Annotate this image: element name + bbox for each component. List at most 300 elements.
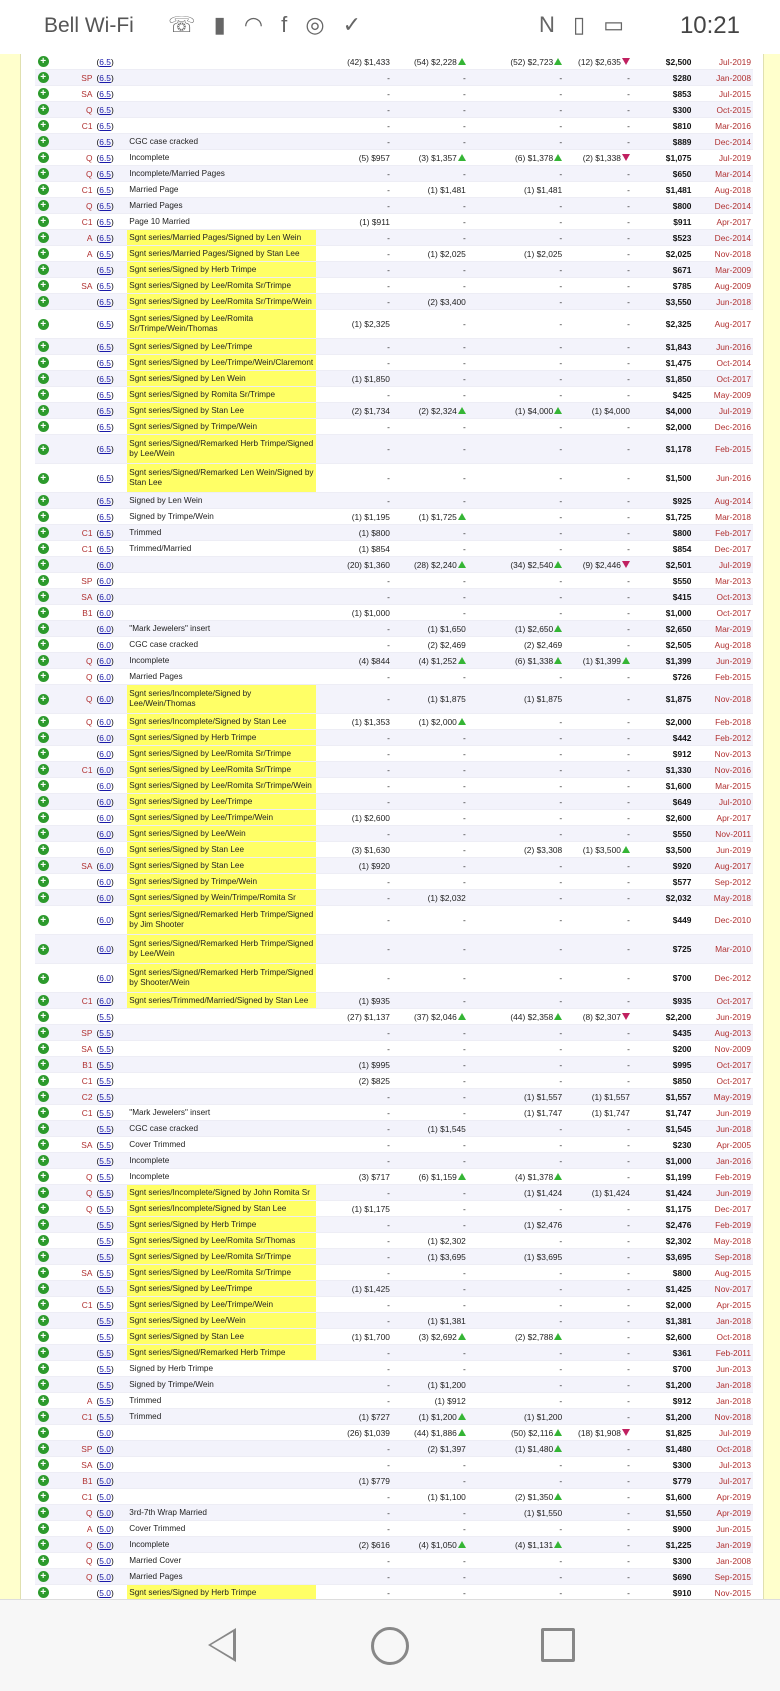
qualifier-cell xyxy=(51,1217,94,1233)
qualifier-cell xyxy=(51,134,94,150)
add-to-collection-icon[interactable]: + xyxy=(38,1155,49,1166)
qualifier-cell xyxy=(51,746,94,762)
price-value: (4) $1,378 xyxy=(515,1171,554,1182)
price-value: (1) $1,725 xyxy=(418,511,457,522)
grade-link[interactable]: 5.5 xyxy=(99,1315,111,1326)
add-to-collection-icon[interactable]: + xyxy=(38,1283,49,1294)
qualifier-cell: B1 xyxy=(51,605,94,621)
grade-link[interactable]: 5.5 xyxy=(99,1219,111,1230)
grade-link[interactable]: 5.5 xyxy=(99,1155,111,1166)
add-to-collection-icon[interactable]: + xyxy=(38,607,49,618)
add-to-collection-icon[interactable]: + xyxy=(38,1251,49,1262)
grade-link[interactable]: 6.5 xyxy=(99,136,111,147)
grade-link[interactable]: 6.5 xyxy=(99,248,111,259)
add-to-collection-icon[interactable]: + xyxy=(38,543,49,554)
add-to-collection-icon[interactable]: + xyxy=(38,280,49,291)
add-to-collection-icon[interactable]: + xyxy=(38,591,49,602)
add-to-collection-icon[interactable]: + xyxy=(38,120,49,131)
grade-link[interactable]: 5.5 xyxy=(99,1123,111,1134)
add-to-collection-icon[interactable]: + xyxy=(38,860,49,871)
add-to-collection-icon[interactable]: + xyxy=(38,1571,49,1582)
trend-down-icon xyxy=(622,561,630,568)
sales-period-3-cell xyxy=(468,70,564,86)
add-to-collection-icon[interactable]: + xyxy=(38,341,49,352)
grade-cell: (5.5) xyxy=(94,1009,127,1025)
add-to-collection-icon[interactable]: + xyxy=(38,1539,49,1550)
grade-cell: (5.0) xyxy=(94,1425,127,1441)
trend-up-icon xyxy=(458,1013,466,1020)
grade-link[interactable]: 5.5 xyxy=(99,1139,111,1150)
grade-link[interactable]: 5.5 xyxy=(99,1251,111,1262)
add-to-collection-icon[interactable]: + xyxy=(38,876,49,887)
recents-icon[interactable] xyxy=(541,1628,575,1662)
add-cell xyxy=(35,435,51,464)
grade-link[interactable]: 5.5 xyxy=(99,1235,111,1246)
grade-link[interactable]: 5.5 xyxy=(99,1395,111,1406)
add-to-collection-icon[interactable]: + xyxy=(38,264,49,275)
add-to-collection-icon[interactable]: + xyxy=(38,373,49,384)
grade-link[interactable]: 6.0 xyxy=(99,591,111,602)
add-to-collection-icon[interactable]: + xyxy=(38,248,49,259)
grade-link[interactable]: 6.0 xyxy=(99,995,111,1006)
trend-up-icon xyxy=(458,561,466,568)
sales-period-4-cell xyxy=(564,826,632,842)
price-value: - xyxy=(559,748,563,759)
add-to-collection-icon[interactable]: + xyxy=(38,1443,49,1454)
grade-link[interactable]: 5.0 xyxy=(99,1523,111,1534)
sales-period-1-cell xyxy=(316,464,392,493)
price-value: - xyxy=(627,812,630,823)
last-sale-date-cell: Jul-2019 xyxy=(693,557,753,573)
add-to-collection-icon[interactable]: + xyxy=(38,1555,49,1566)
grade-link[interactable]: 6.5 xyxy=(99,473,111,483)
last-sale-date-cell: Nov-2017 xyxy=(693,1281,753,1297)
grade-link[interactable]: 6.0 xyxy=(99,607,111,618)
sales-period-1-cell xyxy=(316,403,392,419)
last-sale-date-cell: Aug-2015 xyxy=(693,1265,753,1281)
grade-link[interactable]: 6.5 xyxy=(99,264,111,275)
grade-link[interactable]: 6.5 xyxy=(99,200,111,211)
add-to-collection-icon[interactable]: + xyxy=(38,1187,49,1198)
sales-period-4-cell xyxy=(564,1233,632,1249)
grade-link[interactable]: 6.5 xyxy=(99,152,111,163)
price-value: - xyxy=(387,671,390,682)
price-value: (1) $2,325 xyxy=(351,319,390,329)
grade-cell: (5.5) xyxy=(94,1201,127,1217)
grade-link[interactable]: 6.5 xyxy=(99,56,111,67)
grade-link[interactable]: 6.0 xyxy=(99,694,111,704)
grade-link[interactable]: 5.5 xyxy=(99,1059,111,1070)
price-value: - xyxy=(387,1395,390,1406)
grade-link[interactable]: 5.0 xyxy=(99,1507,111,1518)
add-to-collection-icon[interactable]: + xyxy=(38,184,49,195)
sales-period-4-cell xyxy=(564,387,632,403)
grade-link[interactable]: 5.5 xyxy=(99,1043,111,1054)
table-row xyxy=(35,605,753,621)
add-to-collection-icon[interactable]: + xyxy=(38,1587,49,1598)
home-icon[interactable] xyxy=(371,1627,409,1665)
grade-link[interactable]: 5.5 xyxy=(99,1187,111,1198)
sales-period-4-cell xyxy=(564,493,632,509)
sales-period-1-cell xyxy=(316,1057,392,1073)
grade-link[interactable]: 5.5 xyxy=(99,1107,111,1118)
sales-period-2-cell xyxy=(392,278,468,294)
add-to-collection-icon[interactable]: + xyxy=(38,152,49,163)
price-value: - xyxy=(387,1555,390,1566)
last-sale-date-cell: Nov-2016 xyxy=(693,762,753,778)
grade-link[interactable]: 6.0 xyxy=(99,748,111,759)
grade-link[interactable]: 6.5 xyxy=(99,72,111,83)
sales-period-2-cell xyxy=(392,685,468,714)
last-sale-date-cell: Feb-2019 xyxy=(693,1169,753,1185)
sales-period-4-cell xyxy=(564,339,632,355)
add-cell xyxy=(35,1553,51,1569)
qualifier-cell: SP xyxy=(51,573,94,589)
grade-link[interactable]: 6.5 xyxy=(99,543,111,554)
add-to-collection-icon[interactable]: + xyxy=(38,1315,49,1326)
grade-link[interactable]: 5.5 xyxy=(99,1091,111,1102)
sales-period-3-cell xyxy=(468,278,564,294)
notes-cell: Sgnt series/Signed by Lee/Romita Sr/Trimpe xyxy=(127,746,316,762)
add-to-collection-icon[interactable]: + xyxy=(38,1267,49,1278)
grade-link[interactable]: 6.5 xyxy=(99,389,111,400)
grade-link[interactable]: 5.0 xyxy=(99,1587,111,1598)
add-to-collection-icon[interactable]: + xyxy=(38,892,49,903)
add-to-collection-icon[interactable]: + xyxy=(38,527,49,538)
add-to-collection-icon[interactable]: + xyxy=(38,915,49,926)
sales-period-1-cell xyxy=(316,637,392,653)
grade-link[interactable]: 5.5 xyxy=(99,1027,111,1038)
trend-up-icon xyxy=(554,154,562,161)
add-to-collection-icon[interactable]: + xyxy=(38,944,49,955)
add-to-collection-icon[interactable]: + xyxy=(38,511,49,522)
grade-link[interactable]: 6.0 xyxy=(99,559,111,570)
grade-link[interactable]: 5.5 xyxy=(99,1411,111,1422)
grade-link[interactable]: 6.5 xyxy=(99,373,111,384)
grade-link[interactable]: 6.5 xyxy=(99,495,111,506)
grade-link[interactable]: 6.5 xyxy=(99,168,111,179)
sales-period-2-cell xyxy=(392,1313,468,1329)
add-to-collection-icon[interactable]: + xyxy=(38,389,49,400)
grade-link[interactable]: 6.5 xyxy=(99,527,111,538)
grade-link[interactable]: 6.5 xyxy=(99,216,111,227)
sales-period-4-cell xyxy=(564,1553,632,1569)
grade-link[interactable]: 5.5 xyxy=(99,1267,111,1278)
add-to-collection-icon[interactable]: + xyxy=(38,732,49,743)
grade-link[interactable]: 6.0 xyxy=(99,732,111,743)
grade-link[interactable]: 6.5 xyxy=(99,232,111,243)
grade-link[interactable]: 5.5 xyxy=(99,1379,111,1390)
add-to-collection-icon[interactable]: + xyxy=(38,1331,49,1342)
add-to-collection-icon[interactable]: + xyxy=(38,1203,49,1214)
sales-period-4-cell xyxy=(564,1009,632,1025)
add-cell xyxy=(35,1137,51,1153)
notes-cell: Married Pages xyxy=(127,198,316,214)
add-to-collection-icon[interactable]: + xyxy=(38,828,49,839)
add-to-collection-icon[interactable]: + xyxy=(38,694,49,705)
add-to-collection-icon[interactable]: + xyxy=(38,1507,49,1518)
last-sale-date-cell: Aug-2018 xyxy=(693,182,753,198)
add-to-collection-icon[interactable]: + xyxy=(38,444,49,455)
grade-link[interactable]: 6.0 xyxy=(99,639,111,650)
price-value: (3) $2,692 xyxy=(418,1331,457,1342)
fair-market-value-cell: $779 xyxy=(632,1473,694,1489)
last-sale-date-cell: Aug-2017 xyxy=(693,310,753,339)
grade-link[interactable]: 6.0 xyxy=(99,973,111,983)
add-to-collection-icon[interactable]: + xyxy=(38,780,49,791)
add-to-collection-icon[interactable]: + xyxy=(38,1123,49,1134)
grade-link[interactable]: 6.0 xyxy=(99,844,111,855)
add-cell xyxy=(35,906,51,935)
grade-link[interactable]: 6.0 xyxy=(99,892,111,903)
price-value: - xyxy=(387,168,390,179)
sales-period-3-cell xyxy=(468,198,564,214)
add-to-collection-icon[interactable]: + xyxy=(38,716,49,727)
add-cell xyxy=(35,1025,51,1041)
grade-link[interactable]: 6.0 xyxy=(99,575,111,586)
add-to-collection-icon[interactable]: + xyxy=(38,104,49,115)
grade-link[interactable]: 6.5 xyxy=(99,296,111,307)
price-value: - xyxy=(559,168,563,179)
grade-link[interactable]: 6.0 xyxy=(99,828,111,839)
add-to-collection-icon[interactable]: + xyxy=(38,473,49,484)
price-value: - xyxy=(463,120,466,131)
add-cell xyxy=(35,230,51,246)
grade-link[interactable]: 5.0 xyxy=(99,1459,111,1470)
grade-link[interactable]: 6.0 xyxy=(99,671,111,682)
grade-link[interactable]: 5.5 xyxy=(99,1363,111,1374)
add-to-collection-icon[interactable]: + xyxy=(38,168,49,179)
trend-up-icon xyxy=(554,407,562,414)
grade-link[interactable]: 6.5 xyxy=(99,341,111,352)
sales-period-2-cell xyxy=(392,339,468,355)
grade-link[interactable]: 6.0 xyxy=(99,623,111,634)
grade-link[interactable]: 5.5 xyxy=(99,1347,111,1358)
fair-market-value-cell: $2,476 xyxy=(632,1217,694,1233)
add-to-collection-icon[interactable]: + xyxy=(38,1235,49,1246)
grade-link[interactable]: 5.0 xyxy=(99,1427,111,1438)
grade-link[interactable]: 5.0 xyxy=(99,1443,111,1454)
sales-period-4-cell xyxy=(564,874,632,890)
sales-period-4-cell xyxy=(564,54,632,70)
sales-period-1-cell xyxy=(316,1249,392,1265)
grade-link[interactable]: 6.0 xyxy=(99,944,111,954)
grade-cell: (5.0) xyxy=(94,1505,127,1521)
add-to-collection-icon[interactable]: + xyxy=(38,1363,49,1374)
sales-period-4-cell xyxy=(564,557,632,573)
sales-period-4-cell xyxy=(564,70,632,86)
add-to-collection-icon[interactable]: + xyxy=(38,1491,49,1502)
add-to-collection-icon[interactable]: + xyxy=(38,1395,49,1406)
table-row xyxy=(35,1009,753,1025)
grade-link[interactable]: 6.5 xyxy=(99,421,111,432)
price-value: - xyxy=(627,1395,630,1406)
price-value: - xyxy=(559,1283,563,1294)
add-to-collection-icon[interactable]: + xyxy=(38,748,49,759)
grade-link[interactable]: 6.5 xyxy=(99,120,111,131)
grade-link[interactable]: 5.0 xyxy=(99,1571,111,1582)
grade-link[interactable]: 6.5 xyxy=(99,88,111,99)
add-to-collection-icon[interactable]: + xyxy=(38,1299,49,1310)
add-to-collection-icon[interactable]: + xyxy=(38,812,49,823)
add-to-collection-icon[interactable]: + xyxy=(38,1011,49,1022)
add-to-collection-icon[interactable]: + xyxy=(38,764,49,775)
add-cell xyxy=(35,1217,51,1233)
grade-link[interactable]: 6.0 xyxy=(99,860,111,871)
sales-period-1-cell xyxy=(316,86,392,102)
grade-cell: (5.5) xyxy=(94,1329,127,1345)
grade-link[interactable]: 6.5 xyxy=(99,104,111,115)
add-to-collection-icon[interactable]: + xyxy=(38,1347,49,1358)
sales-period-2-cell xyxy=(392,669,468,685)
price-value: (1) $800 xyxy=(358,527,390,538)
price-value: - xyxy=(387,1523,390,1534)
price-value: (3) $717 xyxy=(358,1171,390,1182)
add-cell xyxy=(35,669,51,685)
add-cell xyxy=(35,762,51,778)
sales-period-1-cell xyxy=(316,810,392,826)
grade-link[interactable]: 5.5 xyxy=(99,1011,111,1022)
add-to-collection-icon[interactable]: + xyxy=(38,200,49,211)
add-to-collection-icon[interactable]: + xyxy=(38,575,49,586)
sales-period-4-cell xyxy=(564,714,632,730)
add-to-collection-icon[interactable]: + xyxy=(38,1107,49,1118)
add-to-collection-icon[interactable]: + xyxy=(38,216,49,227)
grade-link[interactable]: 6.5 xyxy=(99,357,111,368)
price-value: - xyxy=(463,732,466,743)
grade-link[interactable]: 6.0 xyxy=(99,655,111,666)
sales-period-3-cell xyxy=(468,1025,564,1041)
qualifier-cell xyxy=(51,1153,94,1169)
add-to-collection-icon[interactable]: + xyxy=(38,88,49,99)
add-to-collection-icon[interactable]: + xyxy=(38,1523,49,1534)
grade-link[interactable]: 6.5 xyxy=(99,280,111,291)
grade-link[interactable]: 5.5 xyxy=(99,1283,111,1294)
price-value: - xyxy=(387,389,390,400)
price-value: (1) $911 xyxy=(359,216,390,227)
add-to-collection-icon[interactable]: + xyxy=(38,796,49,807)
sales-period-3-cell xyxy=(468,1217,564,1233)
add-to-collection-icon[interactable]: + xyxy=(38,421,49,432)
add-cell xyxy=(35,1521,51,1537)
sales-period-3-cell xyxy=(468,1425,564,1441)
grade-link[interactable]: 6.5 xyxy=(99,405,111,416)
grade-link[interactable]: 6.5 xyxy=(99,319,111,329)
add-to-collection-icon[interactable]: + xyxy=(38,639,49,650)
table-row xyxy=(35,102,753,118)
table-row xyxy=(35,86,753,102)
add-to-collection-icon[interactable]: + xyxy=(38,995,49,1006)
add-to-collection-icon[interactable]: + xyxy=(38,559,49,570)
add-to-collection-icon[interactable]: + xyxy=(38,296,49,307)
grade-link[interactable]: 6.0 xyxy=(99,876,111,887)
sales-period-3-cell xyxy=(468,874,564,890)
grade-link[interactable]: 5.0 xyxy=(99,1491,111,1502)
grade-link[interactable]: 6.5 xyxy=(99,444,111,454)
grade-link[interactable]: 5.5 xyxy=(99,1203,111,1214)
price-value: - xyxy=(627,860,630,871)
table-row xyxy=(35,810,753,826)
table-row xyxy=(35,1201,753,1217)
price-value: - xyxy=(559,1555,563,1566)
add-to-collection-icon[interactable]: + xyxy=(38,1475,49,1486)
grade-link[interactable]: 5.5 xyxy=(99,1075,111,1086)
grade-cell: (6.5) xyxy=(94,118,127,134)
qualifier-cell: SA xyxy=(51,858,94,874)
add-to-collection-icon[interactable]: + xyxy=(38,1219,49,1230)
add-to-collection-icon[interactable]: + xyxy=(38,655,49,666)
sales-period-3-cell xyxy=(468,214,564,230)
add-to-collection-icon[interactable]: + xyxy=(38,1043,49,1054)
add-to-collection-icon[interactable]: + xyxy=(38,1075,49,1086)
grade-link[interactable]: 6.0 xyxy=(99,796,111,807)
grade-link[interactable]: 6.0 xyxy=(99,915,111,925)
add-to-collection-icon[interactable]: + xyxy=(38,1059,49,1070)
grade-link[interactable]: 5.5 xyxy=(99,1299,111,1310)
add-to-collection-icon[interactable]: + xyxy=(38,1459,49,1470)
last-sale-date-cell: Apr-2019 xyxy=(693,1489,753,1505)
add-to-collection-icon[interactable]: + xyxy=(38,1091,49,1102)
add-to-collection-icon[interactable]: + xyxy=(38,72,49,83)
add-to-collection-icon[interactable]: + xyxy=(38,1411,49,1422)
add-to-collection-icon[interactable]: + xyxy=(38,1379,49,1390)
grade-link[interactable]: 5.5 xyxy=(99,1171,111,1182)
grade-link[interactable]: 6.5 xyxy=(99,511,111,522)
sales-period-1-cell xyxy=(316,1089,392,1105)
add-cell xyxy=(35,1361,51,1377)
price-value: - xyxy=(559,876,563,887)
price-value: - xyxy=(463,1091,466,1102)
add-to-collection-icon[interactable]: + xyxy=(38,1027,49,1038)
grade-link[interactable]: 6.0 xyxy=(99,716,111,727)
add-to-collection-icon[interactable]: + xyxy=(38,319,49,330)
add-to-collection-icon[interactable]: + xyxy=(38,973,49,984)
add-to-collection-icon[interactable]: + xyxy=(38,136,49,147)
grade-link[interactable]: 6.0 xyxy=(99,780,111,791)
price-value: - xyxy=(627,1331,630,1342)
qualifier-cell xyxy=(51,1377,94,1393)
grade-link[interactable]: 5.5 xyxy=(99,1331,111,1342)
price-value: - xyxy=(627,1523,630,1534)
price-value: - xyxy=(627,511,630,522)
notes-cell: Sgnt series/Signed by Lee/Trimpe/Wein xyxy=(127,810,316,826)
add-to-collection-icon[interactable]: + xyxy=(38,56,49,67)
grade-link[interactable]: 5.0 xyxy=(99,1539,111,1550)
add-to-collection-icon[interactable]: + xyxy=(38,495,49,506)
grade-link[interactable]: 6.5 xyxy=(99,184,111,195)
grade-link[interactable]: 6.0 xyxy=(99,812,111,823)
back-icon[interactable] xyxy=(208,1628,236,1662)
add-to-collection-icon[interactable]: + xyxy=(38,623,49,634)
add-to-collection-icon[interactable]: + xyxy=(38,1139,49,1150)
sales-period-4-cell xyxy=(564,464,632,493)
grade-link[interactable]: 5.0 xyxy=(99,1555,111,1566)
grade-cell: (5.5) xyxy=(94,1137,127,1153)
table-row xyxy=(35,134,753,150)
add-to-collection-icon[interactable]: + xyxy=(38,357,49,368)
add-to-collection-icon[interactable]: + xyxy=(38,232,49,243)
grade-link[interactable]: 5.0 xyxy=(99,1475,111,1486)
add-to-collection-icon[interactable]: + xyxy=(38,1427,49,1438)
add-to-collection-icon[interactable]: + xyxy=(38,844,49,855)
last-sale-date-cell: Jul-2019 xyxy=(693,54,753,70)
add-to-collection-icon[interactable]: + xyxy=(38,1171,49,1182)
add-to-collection-icon[interactable]: + xyxy=(38,405,49,416)
sales-period-2-cell xyxy=(392,1329,468,1345)
grade-link[interactable]: 6.0 xyxy=(99,764,111,775)
price-value: - xyxy=(387,200,390,211)
add-to-collection-icon[interactable]: + xyxy=(38,671,49,682)
